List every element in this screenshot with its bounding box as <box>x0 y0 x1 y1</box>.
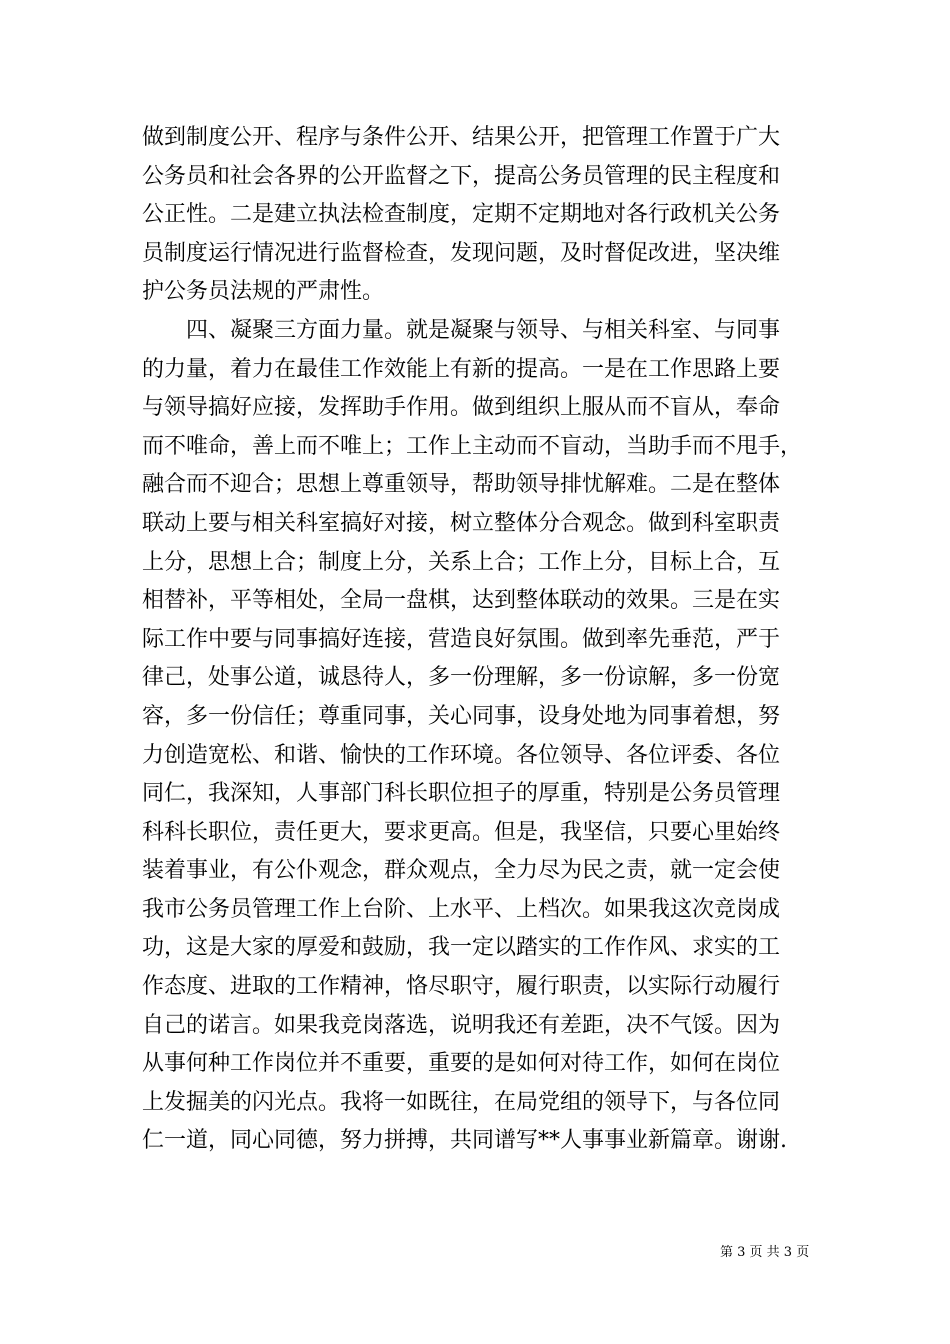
text-line: 而不唯命，善上而不唯上；工作上主动而不盲动，当助手而不甩手， <box>142 433 803 459</box>
text-line: 做到制度公开、程序与条件公开、结果公开，把管理工作置于广大 <box>142 125 781 150</box>
text-line: 上分，思想上合；制度上分，关系上合；工作上分，目标上合，互 <box>142 549 781 575</box>
text-line: 际工作中要与同事搞好连接，营造良好氛围。做到率先垂范，严于 <box>142 626 781 652</box>
text-line: 功，这是大家的厚爱和鼓励，我一定以踏实的工作作风、求实的工 <box>142 935 781 961</box>
text-line: 自己的诺言。如果我竞岗落选，说明我还有差距，决不气馁。因为 <box>142 1012 781 1038</box>
text-line: 同仁，我深知，人事部门科长职位担子的厚重，特别是公务员管理 <box>142 781 781 807</box>
text-line: 上发掘美的闪光点。我将一如既往，在局党组的领导下，与各位同 <box>142 1089 781 1115</box>
text-line: 联动上要与相关科室搞好对接，树立整体分合观念。做到科室职责 <box>142 510 781 536</box>
text-line: 仁一道，同心同德，努力拼搏，共同谱写**人事事业新篇章。谢谢. <box>142 1128 787 1154</box>
text-line: 装着事业，有公仆观念，群众观点，全力尽为民之责，就一定会使 <box>142 858 781 884</box>
text-line: 护公务员法规的严肃性。 <box>142 279 385 305</box>
text-line: 力创造宽松、和谐、愉快的工作环境。各位领导、各位评委、各位 <box>142 742 781 768</box>
text-line: 与领导搞好应接，发挥助手作用。做到组织上服从而不盲从，奉命 <box>142 395 781 421</box>
text-line: 员制度运行情况进行监督检查，发现问题，及时督促改进，坚决维 <box>142 240 781 266</box>
text-line: 四、凝聚三方面力量。就是凝聚与领导、与相关科室、与同事 <box>142 317 781 343</box>
text-line: 相替补，平等相处，全局一盘棋，达到整体联动的效果。三是在实 <box>142 588 781 614</box>
page-number: 第 3 页 共 3 页 <box>720 1245 810 1260</box>
text-line: 融合而不迎合；思想上尊重领导，帮助领导排忧解难。二是在整体 <box>142 472 781 498</box>
text-line: 科科长职位，责任更大，要求更高。但是，我坚信，只要心里始终 <box>142 819 781 845</box>
text-line: 的力量，着力在最佳工作效能上有新的提高。一是在工作思路上要 <box>142 356 781 382</box>
text-line: 作态度、进取的工作精神，恪尽职守，履行职责，以实际行动履行 <box>142 974 781 1000</box>
text-line: 律己，处事公道，诚恳待人，多一份理解，多一份谅解，多一份宽 <box>142 665 781 691</box>
text-line: 我市公务员管理工作上台阶、上水平、上档次。如果我这次竞岗成 <box>142 896 781 922</box>
text-line: 公务员和社会各界的公开监督之下，提高公务员管理的民主程度和 <box>142 163 781 189</box>
text-line: 公正性。二是建立执法检查制度，定期不定期地对各行政机关公务 <box>142 202 781 228</box>
document-body <box>142 119 814 1161</box>
text-line: 从事何种工作岗位并不重要，重要的是如何对待工作，如何在岗位 <box>142 1051 781 1077</box>
text-line: 容，多一份信任；尊重同事，关心同事，设身处地为同事着想，努 <box>142 703 781 729</box>
